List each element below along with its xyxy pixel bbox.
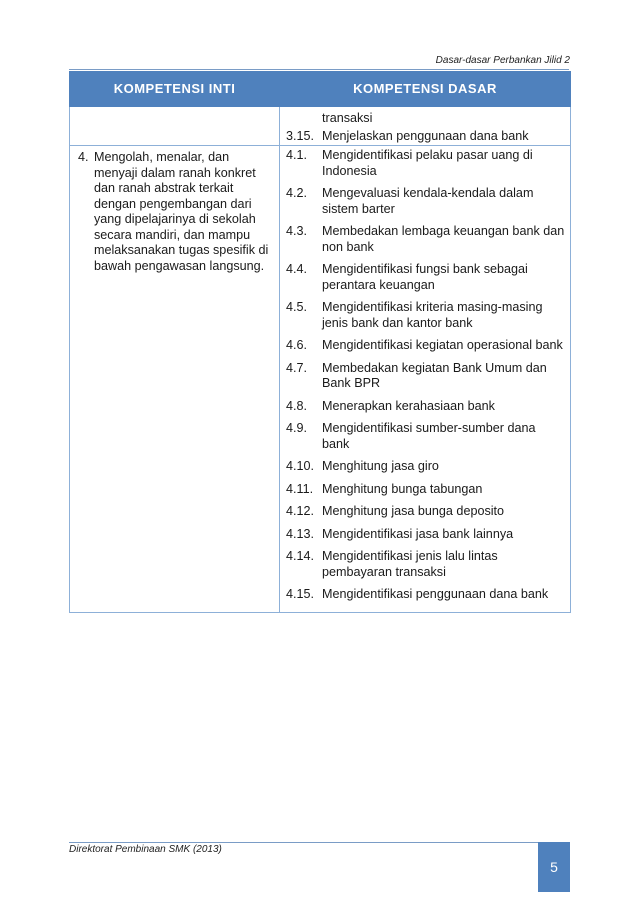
kd-item (280, 587, 570, 603)
kd-text: Mengidentifikasi sumber-sumber dana bank (322, 421, 536, 451)
kd-text: Menghitung bunga tabungan (322, 481, 483, 496)
kd-item (280, 421, 570, 452)
kd-item (280, 361, 570, 392)
kd-number: 4.2. (286, 186, 308, 200)
ki-text: Mengolah, menalar, dan menyaji dalam ranah konkret dan ranah abstrak terkait dengan pengembangan dari yang dipelajarinya di sekolah secara mandiri, dan mampu melaksanakan tugas spesifik di bawah pengawasan langsung. (94, 150, 269, 273)
kd-number: 4.4. (286, 262, 308, 276)
kd-cell-continued (280, 107, 571, 146)
kd-number: 4.8. (286, 398, 308, 413)
ki-cell (70, 146, 280, 613)
col-header-kompetensi-inti: KOMPETENSI INTI (70, 72, 280, 107)
continuation-text: transaksi (322, 111, 373, 125)
kd-number: 4.3. (286, 224, 308, 238)
kd-text: Mengidentifikasi jasa bank lainnya (322, 526, 514, 541)
kd-number: 4.5. (286, 300, 308, 314)
kd-number: 4.12. (286, 504, 315, 518)
ki-item (78, 150, 271, 274)
col-header-kompetensi-dasar: KOMPETENSI DASAR (280, 72, 571, 107)
kd-text: Menghitung jasa giro (322, 459, 439, 473)
kd-number: 4.11. (286, 481, 314, 496)
kd-text: Menghitung jasa bunga deposito (322, 504, 505, 518)
kd-number: 4.9. (286, 421, 308, 435)
kd-text: Mengevaluasi kendala-kendala dalam sistem barter (322, 186, 534, 216)
kd-number: 4.10. (286, 459, 315, 473)
table-header-row (70, 72, 571, 107)
kd-text: Menerapkan kerahasiaan bank (322, 398, 495, 413)
kd-number: 4.14. (286, 549, 315, 563)
kd-item (280, 148, 570, 179)
kompetensi-table (69, 71, 571, 613)
kd-text: Mengidentifikasi penggunaan dana bank (322, 587, 549, 601)
footer-divider (69, 842, 569, 843)
kd-text: Mengidentifikasi kegiatan operasional bank (322, 338, 563, 352)
kd-item (280, 129, 570, 145)
kd-number: 4.7. (286, 360, 308, 375)
kd-item (280, 338, 570, 354)
kd-number: 4.1. (286, 148, 308, 162)
kd-text: Mengidentifikasi kriteria masing-masing jenis bank dan kantor bank (322, 300, 543, 330)
table-row (70, 146, 571, 613)
kd-number: 4.13. (286, 526, 315, 541)
kd-item (280, 300, 570, 331)
ki-number: 4. (78, 150, 89, 164)
table-row (70, 107, 571, 146)
kd-text: Membedakan kegiatan Bank Umum dan Bank BPR (322, 360, 547, 390)
kd-number: 4.6. (286, 338, 308, 352)
kd-list (280, 148, 570, 603)
kd-text: Mengidentifikasi pelaku pasar uang di Indonesia (322, 148, 533, 178)
kd-item (280, 527, 570, 543)
kd-text: Mengidentifikasi fungsi bank sebagai perantara keuangan (322, 262, 528, 292)
kd-item (280, 262, 570, 293)
kd-item (280, 482, 570, 498)
kd-cell (280, 146, 571, 613)
kd-item (280, 186, 570, 217)
empty-cell (70, 107, 280, 146)
header-divider (69, 69, 569, 70)
page-number: 5 (538, 842, 570, 892)
kd-number: 3.15. (286, 128, 315, 143)
kd-item (280, 224, 570, 255)
kd-item (280, 459, 570, 475)
running-header: Dasar-dasar Perbankan Jilid 2 (435, 55, 570, 66)
kd-text: Mengidentifikasi jenis lalu lintas pembayaran transaksi (322, 549, 498, 579)
kd-text: Membedakan lembaga keuangan bank dan non bank (322, 224, 565, 254)
footer-text: Direktorat Pembinaan SMK (2013) (69, 844, 222, 855)
kd-item (280, 504, 570, 520)
kd-text: Menjelaskan penggunaan dana bank (322, 128, 529, 143)
kd-item (280, 399, 570, 415)
kd-item (280, 549, 570, 580)
kd-number: 4.15. (286, 587, 315, 601)
